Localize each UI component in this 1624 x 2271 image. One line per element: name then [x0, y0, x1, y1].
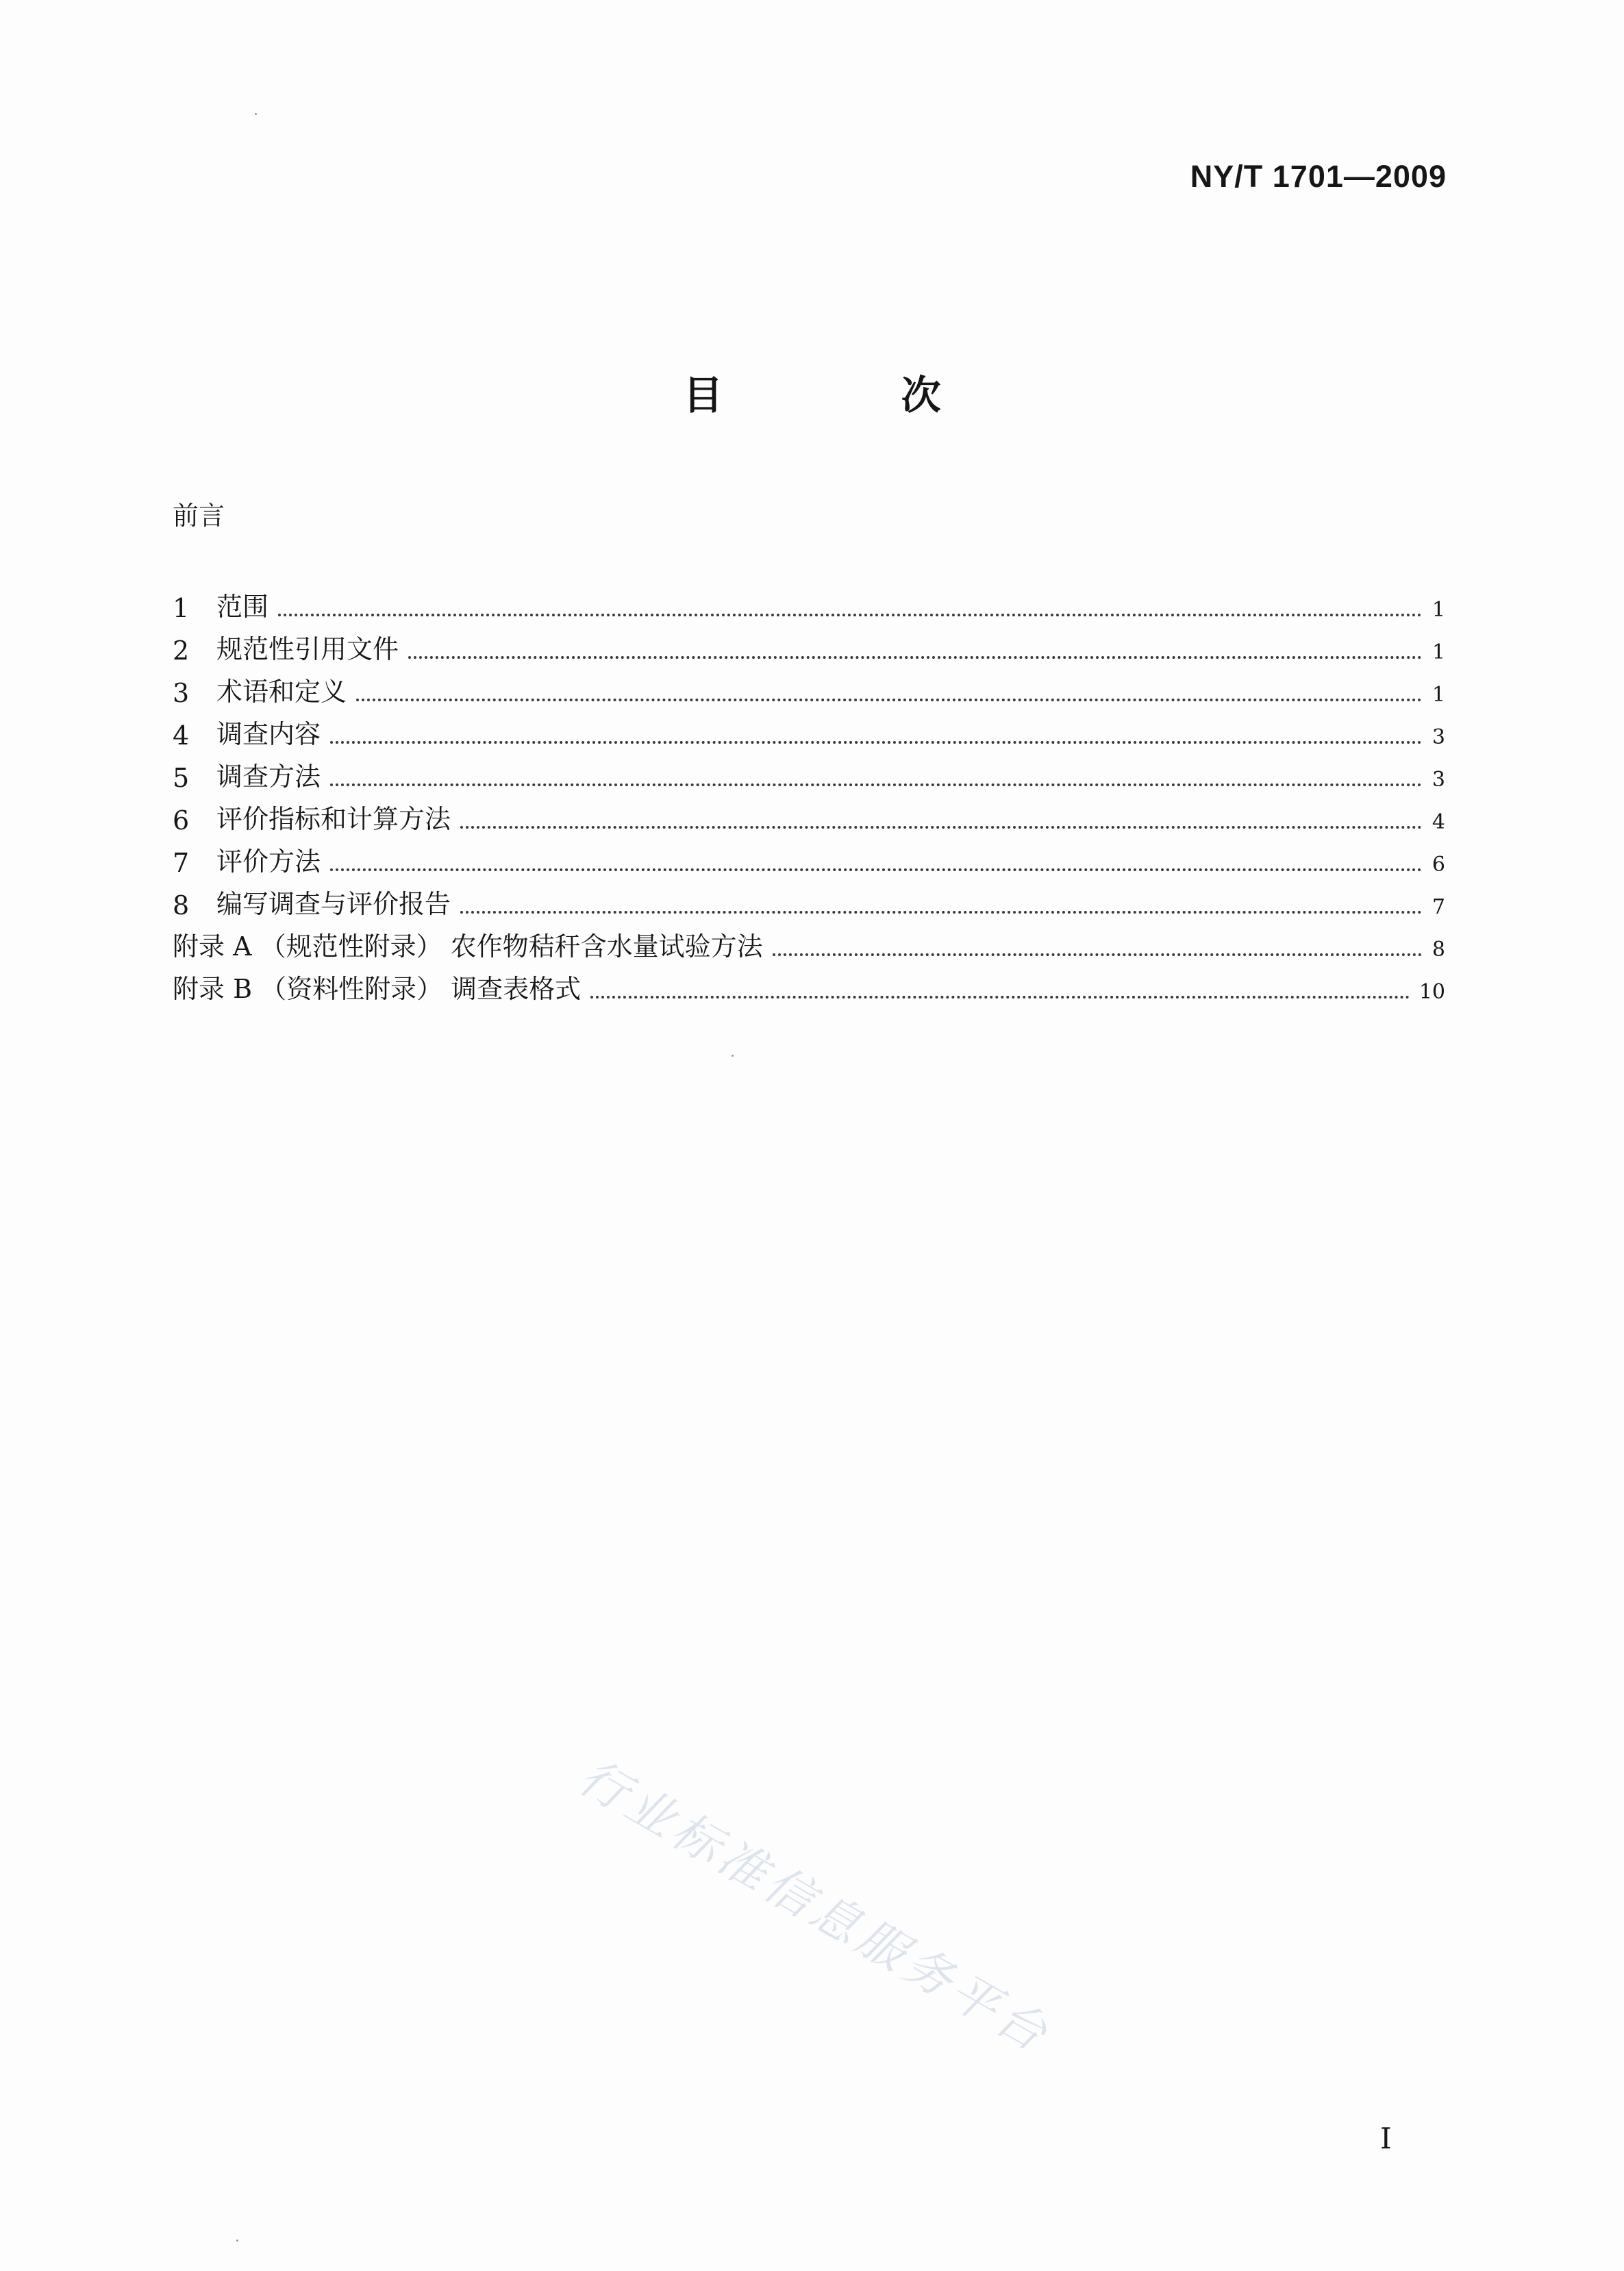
toc-entry[interactable] — [173, 751, 1445, 793]
toc-entry-label: 评价方法 — [216, 846, 321, 877]
toc-leader-dots — [773, 953, 1422, 956]
toc-entry[interactable] — [173, 623, 1445, 666]
toc-entry-number: 1 — [173, 593, 190, 623]
toc-leader-dots — [330, 741, 1422, 744]
toc-entry-number: 5 — [173, 763, 190, 793]
toc-leader-dots — [330, 783, 1422, 786]
toc-leader-dots — [330, 868, 1422, 871]
scan-speck — [255, 113, 257, 115]
toc-entry-number: 7 — [173, 848, 190, 878]
toc-entry-label: 调查内容 — [216, 719, 321, 749]
scan-speck — [732, 1055, 734, 1057]
toc-entry-number: 6 — [173, 805, 190, 836]
toc-leader-dots — [460, 826, 1422, 829]
toc-entry[interactable] — [173, 878, 1445, 920]
toc-entry-label: 范围 — [216, 592, 269, 622]
toc-entry-number: 8 — [173, 890, 190, 920]
toc-entry-page: 4 — [1432, 810, 1445, 834]
toc-entry[interactable] — [173, 666, 1445, 708]
toc-entry-label: 附录 B （资料性附录） 调查表格式 — [173, 974, 582, 1004]
toc-entry-number: 2 — [173, 636, 190, 666]
toc-entry-label: 术语和定义 — [216, 677, 347, 707]
page-number: I — [1380, 2122, 1392, 2155]
toc-leader-dots — [590, 996, 1410, 999]
toc-entry-page: 7 — [1432, 895, 1445, 919]
scan-speck — [236, 2239, 238, 2242]
toc-entry-appendix[interactable] — [173, 963, 1445, 1005]
toc-entry[interactable] — [173, 708, 1445, 751]
toc-entry[interactable] — [173, 793, 1445, 836]
toc-entry-label: 评价指标和计算方法 — [216, 804, 451, 834]
toc-entry-number: 4 — [173, 720, 190, 751]
toc-entry[interactable] — [173, 836, 1445, 878]
toc-entry-label: 调查方法 — [216, 762, 321, 792]
toc-entry-page: 1 — [1432, 683, 1445, 707]
toc-entry-appendix[interactable] — [173, 920, 1445, 963]
toc-leader-dots — [460, 911, 1422, 914]
toc-leader-dots — [356, 699, 1422, 701]
standard-number: NY/T 1701—2009 — [1190, 159, 1447, 194]
toc-leader-dots — [408, 656, 1422, 659]
toc-entry-page: 3 — [1432, 725, 1445, 749]
toc-foreword[interactable]: 前言 — [173, 501, 225, 531]
toc-leader-dots — [278, 614, 1422, 616]
toc-entry-page: 6 — [1432, 853, 1445, 877]
toc-entry-page: 1 — [1432, 598, 1445, 622]
page-title: 目 次 — [683, 372, 1023, 418]
toc-entry-label: 编写调查与评价报告 — [216, 889, 451, 919]
toc-entry-page: 10 — [1419, 980, 1445, 1004]
toc-entry-page: 3 — [1432, 768, 1445, 792]
table-of-contents — [173, 581, 1445, 1005]
toc-entry-page: 1 — [1432, 640, 1445, 664]
toc-entry-page: 8 — [1432, 938, 1445, 962]
toc-entry-label: 附录 A （规范性附录） 农作物秸秆含水量试验方法 — [173, 931, 763, 962]
toc-entry-label: 规范性引用文件 — [216, 634, 399, 664]
toc-entry[interactable] — [173, 581, 1445, 623]
watermark: 行业标准信息服务平台 — [569, 1748, 1060, 2065]
toc-entry-number: 3 — [173, 678, 190, 708]
